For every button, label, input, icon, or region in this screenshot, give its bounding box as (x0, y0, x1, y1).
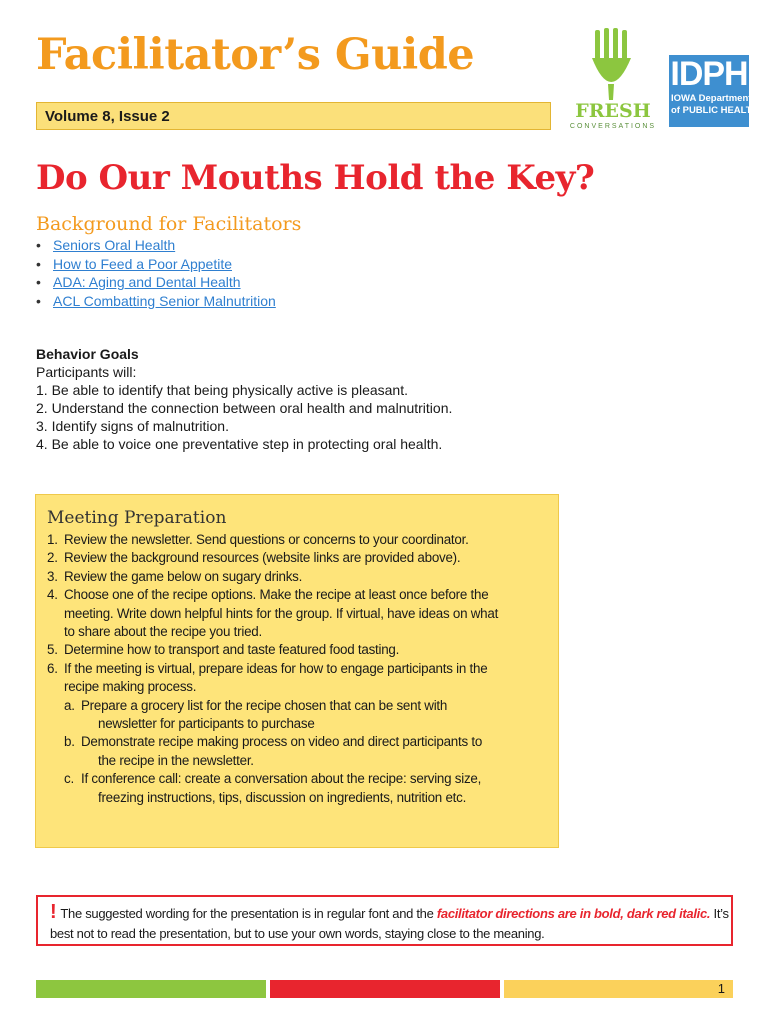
prep-subitem (47, 770, 557, 788)
item-text: Prepare a grocery list for the recipe chosen that can be sent with (81, 697, 448, 713)
goals-intro: Participants will: (36, 364, 137, 380)
background-heading: Background for Facilitators (36, 213, 302, 235)
note-text-1: The suggested wording for the presentation is in regular font and the (60, 906, 437, 921)
goals-heading: Behavior Goals (36, 346, 139, 362)
item-number: 4. (47, 587, 58, 603)
idph-acronym: IDPH (670, 55, 748, 93)
item-text-continued: freezing instructions, tips, discussion on ingredients, nutrition etc. (98, 789, 467, 805)
fresh-conversations-logo (568, 28, 658, 132)
prep-item (47, 549, 557, 567)
item-number: 3. (47, 568, 58, 584)
item-text: Review the newsletter. Send questions or concerns to your coordinator. (64, 532, 469, 547)
link-ada-aging[interactable]: ADA: Aging and Dental Health (53, 274, 241, 290)
note-text (50, 902, 730, 944)
item-number: 5. (47, 642, 58, 658)
item-text-continued: the recipe in the newsletter. (98, 752, 254, 768)
idph-line-1: IOWA Department (671, 93, 752, 104)
fresh-wordmark: FRESH (575, 100, 651, 122)
page-number: 1 (717, 981, 725, 996)
note-red-italic: facilitator directions are in bold, dark red italic. (436, 906, 711, 921)
goal-item: 1. Be able to identify that being physically active is pleasant. (36, 382, 408, 398)
conversations-wordmark: CONVERSATIONS (569, 123, 657, 130)
prep-subitem (47, 733, 557, 751)
list-item (36, 255, 276, 274)
issue-banner (36, 102, 551, 130)
prep-item (47, 641, 557, 659)
meeting-preparation-box (35, 494, 559, 848)
footer-bar-red (270, 980, 500, 998)
item-number: c. (64, 771, 74, 787)
prep-heading: Meeting Preparation (47, 508, 227, 528)
item-text-continued: recipe making process. (64, 679, 197, 695)
item-text: Demonstrate recipe making process on video and direct participants to (81, 734, 483, 750)
guide-title: Facilitator’s Guide (36, 30, 475, 80)
exclamation-icon: ! (50, 901, 57, 923)
item-number: 2. (47, 550, 58, 566)
prep-subitem (47, 697, 557, 715)
item-number: b. (64, 734, 75, 750)
item-number: 1. (47, 532, 58, 547)
idph-line-2: of PUBLIC HEALTH (671, 105, 759, 116)
item-text: Review the background resources (website links are provided above). (64, 550, 461, 566)
bullet-icon: • (36, 274, 41, 290)
item-text-continued: meeting. Write down helpful hints for the group. If virtual, have ideas on what (64, 605, 499, 621)
item-text-continued: newsletter for participants to purchase (98, 716, 315, 732)
item-number: 6. (47, 660, 58, 676)
goal-item: 3. Identify signs of malnutrition. (36, 418, 229, 434)
goal-item: 2. Understand the connection between oral health and malnutrition. (36, 400, 453, 416)
goal-item: 4. Be able to voice one preventative step in protecting oral health. (36, 436, 443, 452)
issue-label: Volume 8, Issue 2 (45, 108, 170, 125)
page-headline: Do Our Mouths Hold the Key? (36, 158, 595, 198)
bullet-icon: • (36, 255, 41, 272)
wording-note (36, 895, 733, 946)
link-acl-malnutrition[interactable]: ACL Combatting Senior Malnutrition (53, 292, 276, 309)
list-item (36, 292, 276, 311)
prep-item (47, 660, 557, 678)
item-text: Choose one of the recipe options. Make the recipe at least once before the (64, 587, 489, 603)
item-text: If conference call: create a conversation about the recipe: serving size, (81, 771, 482, 787)
footer-bar-green (36, 980, 266, 998)
prep-list (47, 531, 557, 807)
item-number: a. (64, 697, 75, 713)
prep-item (47, 531, 557, 549)
list-item (36, 236, 276, 255)
idph-logo (669, 55, 759, 127)
fork-icon (568, 28, 658, 100)
footer-bar-yellow (504, 980, 733, 998)
behavior-goals (36, 345, 452, 453)
note-text-2: It’s best not to read the presentation, but to use your own words, staying close to the meaning. (50, 906, 729, 941)
prep-item (47, 586, 557, 604)
item-text: Review the game below on sugary drinks. (64, 568, 303, 584)
bullet-icon: • (36, 237, 41, 253)
link-seniors-oral-health[interactable]: Seniors Oral Health (53, 237, 176, 253)
item-text: Determine how to transport and taste featured food tasting. (64, 642, 400, 658)
bullet-icon: • (36, 292, 41, 309)
link-poor-appetite[interactable]: How to Feed a Poor Appetite (53, 255, 232, 272)
prep-item (47, 568, 557, 586)
list-item (36, 273, 276, 292)
item-text: If the meeting is virtual, prepare ideas for how to engage participants in the (64, 660, 488, 676)
background-links-list (36, 236, 276, 310)
item-text-continued: to share about the recipe you tried. (64, 624, 262, 640)
